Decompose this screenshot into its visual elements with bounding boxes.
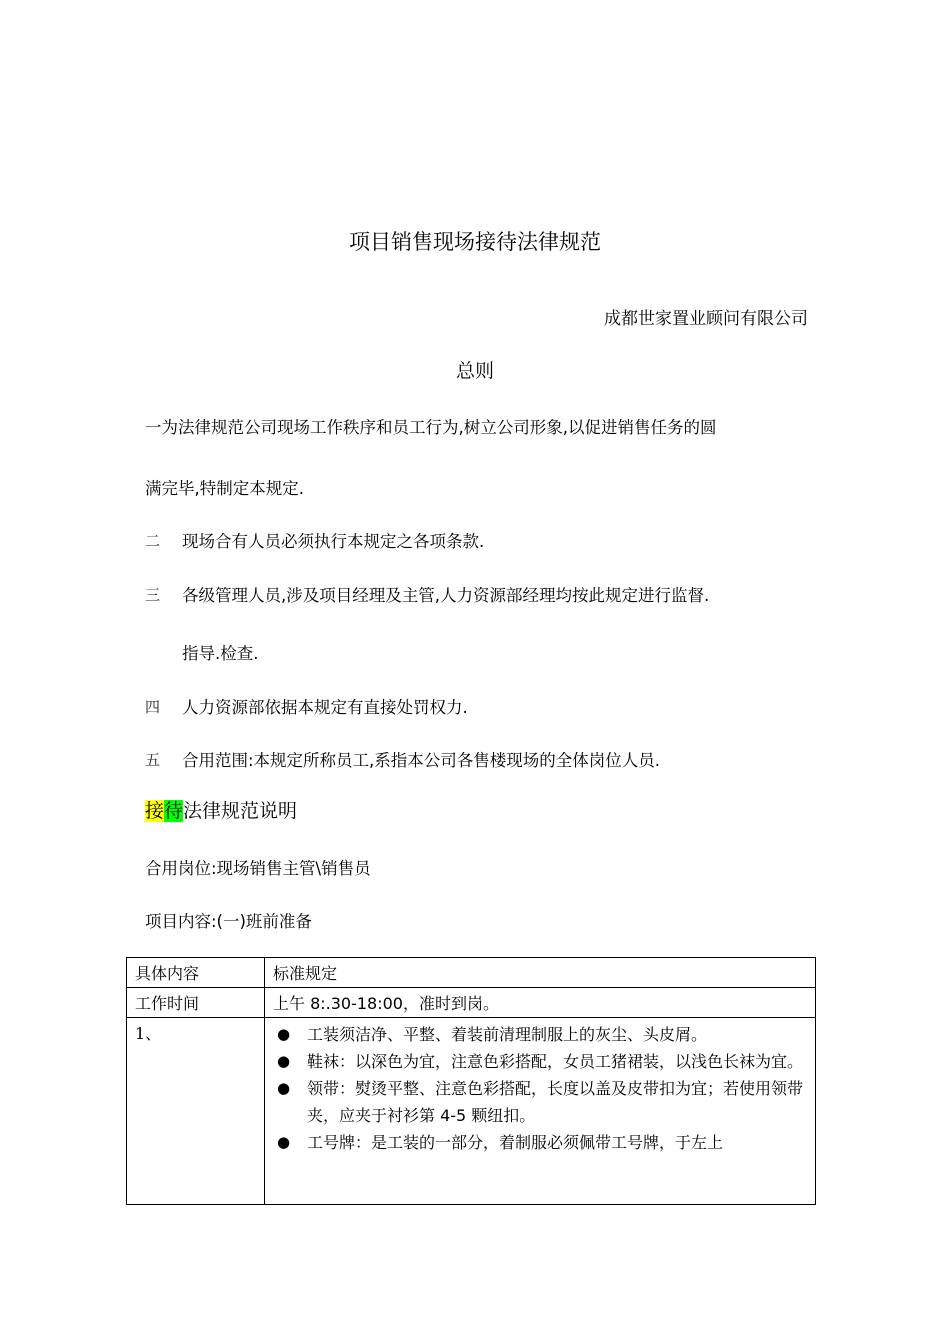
bullet-icon: ● (277, 1079, 291, 1097)
paragraph-1-line-1: 一为法律规范公司现场工作秩序和员工行为,树立公司形象,以促进销售任务的圆 (145, 418, 717, 437)
paragraph-3-text: 各级管理人员,涉及项目经理及主管,人力资源部经理均按此规定进行监督. (182, 586, 710, 605)
highlight-green: 待 (164, 800, 184, 822)
paragraph-4-text: 人力资源部依据本规定有直接处罚权力. (182, 698, 468, 717)
work-time-text: 上午 8:.30-18:00，准时到岗。 (273, 994, 499, 1013)
table-cell: 工作时间 (127, 988, 265, 1018)
paragraph-3-continuation: 指导.检查. (182, 644, 259, 663)
company-name: 成都世家置业顾问有限公司 (604, 309, 808, 329)
table-cell (265, 1018, 816, 1205)
applicable-positions: 合用岗位:现场销售主管\销售员 (145, 859, 371, 878)
project-content: 项目内容:(一)班前准备 (145, 912, 312, 931)
list-item: ● 工装须洁净、平整、着装前清理制服上的灰尘、头皮屑。 (273, 1021, 807, 1048)
table-header-cell: 具体内容 (127, 958, 265, 988)
table-header-row (127, 958, 816, 988)
highlight-yellow: 接 (145, 800, 165, 822)
paragraph-4-number: 四 (145, 698, 161, 716)
document-title: 项目销售现场接待法律规范 (349, 230, 601, 254)
paragraph-2-text: 现场合有人员必须执行本规定之各项条款. (182, 532, 485, 551)
paragraph-5-number: 五 (145, 751, 161, 769)
paragraph-2-number: 二 (145, 532, 161, 550)
paragraph-1-line-2: 满完毕,特制定本规定. (145, 479, 304, 498)
table-row (127, 988, 816, 1018)
paragraph-3-number: 三 (145, 586, 161, 604)
list-item: ● 鞋袜：以深色为宜，注意色彩搭配，女员工猪裙装，以浅色长袜为宜。 (273, 1048, 807, 1075)
list-item: ● 工号牌：是工装的一部分，着制服必须佩带工号牌，于左上 (273, 1129, 807, 1156)
section-heading-rest: 法律规范说明 (183, 800, 298, 822)
bullet-icon: ● (277, 1133, 291, 1151)
paragraph-5-text: 合用范围:本规定所称员工,系指本公司各售楼现场的全体岗位人员. (182, 751, 661, 770)
list-item: ● 领带：熨烫平整、注意色彩搭配，长度以盖及皮带扣为宜；若使用领带夹，应夹于衬衫第 4-5 颗纽扣。 (273, 1075, 807, 1129)
table-row (127, 1018, 816, 1205)
general-heading: 总则 (455, 360, 494, 382)
bullet-icon: ● (277, 1025, 291, 1043)
table-header-cell: 标准规定 (265, 958, 816, 988)
table-cell: 1、 (127, 1018, 265, 1205)
dress-code-list (273, 1021, 807, 1156)
bullet-icon: ● (277, 1052, 291, 1070)
section-heading (145, 796, 297, 823)
rules-table (126, 957, 816, 1205)
table-cell (265, 988, 816, 1018)
